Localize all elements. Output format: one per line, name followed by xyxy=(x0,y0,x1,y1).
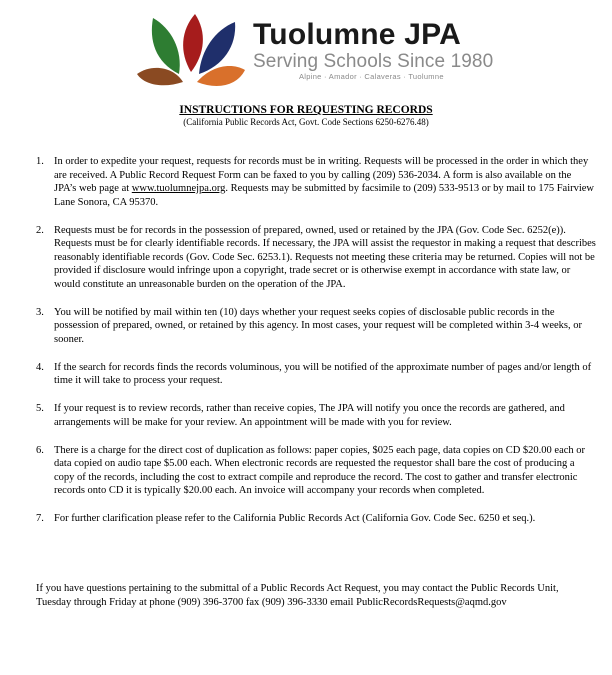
item-number: 1. xyxy=(36,156,44,167)
closing-paragraph: If you have questions pertaining to the submittal of a Public Records Act Request, you may contact the Public Records Unit, Tuesday through Friday at phone (909) 396-3700 fax (909) 396-3330 email PublicRecordsRequests@aqmd.gov xyxy=(36,583,559,608)
list-item xyxy=(36,444,596,498)
list-item xyxy=(36,306,596,347)
item-text: . Requests may be submitted by facsimile to (209) 533-9513 or by mail to 175 Fairview Lane Sonora, CA 95370. xyxy=(54,183,595,208)
item-text: In order to expedite your request, requests for records must be in writing. Requests will be processed in the order in which they are received. A Public Record Request Form can be faxed to you by calling (209) 536-2034. A form is also available on the JPA’s web page at xyxy=(54,156,589,194)
item-number: 4. xyxy=(36,361,44,373)
item-text: Requests must be for records in the possession of prepared, owned, used or retained by the JPA (Gov. Code Sec. 6252(e)). Requests must be for clearly identifiable records. If necessary, the JPA will assist the requestor in making a request that describes reasonably identifiable records (Gov. Code Sec. 6253.1). Requests not meeting these criteria may be returned. Copies will not be provided if disclosure would infringe upon a copyright, trade secret or is otherwise exempt in accordance with state law, or would constitute an unreasonable burden on the operation of the JPA. xyxy=(54,224,596,290)
list-item xyxy=(36,512,596,526)
item-text: There is a charge for the direct cost of duplication as follows: paper copies, $025 each page, data copies on CD $20.00 each or data copied on audio tape $5.00 each. When electronic records are requested the requestor shall bare the cost of producing a copy of the records, including the cost to extract compile and reproduce the record. The cost to gather and transfer electronic records onto CD it is typically $20.00 each. An invoice will accompany your records when completed. xyxy=(54,444,586,496)
logo-tagline: Serving Schools Since 1980 xyxy=(253,51,494,72)
list-item xyxy=(36,155,596,209)
item-text: For further clarification please refer to the California Public Records Act (California Gov. Code Sec. 6250 et seq.). xyxy=(54,513,536,524)
item-text: You will be notified by mail within ten (10) days whether your request seeks copies of disclosable public records in the possession of prepared, owned, or retained by this agency. In most cases, your request will be completed within 3-4 weeks, or sooner. xyxy=(54,306,582,345)
document-heading xyxy=(0,104,612,128)
website-link[interactable]: www.tuolumnejpa.org xyxy=(131,183,226,194)
item-number: 6. xyxy=(36,444,44,456)
item-number: 2. xyxy=(36,224,44,236)
page-title: INSTRUCTIONS FOR REQUESTING RECORDS xyxy=(179,104,433,116)
item-text: If the search for records finds the records voluminous, you will be notified of the approximate number of pages and/or length of time it will take to process your request. xyxy=(54,361,592,386)
list-item xyxy=(36,402,596,429)
page-subtitle: (California Public Records Act, Govt. Code Sections 6250-6276.48) xyxy=(183,117,429,127)
list-item xyxy=(36,224,596,292)
lotus-logo-icon xyxy=(135,10,245,92)
tuolumne-jpa-logo xyxy=(135,10,494,92)
item-number: 7. xyxy=(36,513,44,524)
item-text: If your request is to review records, rather than receive copies, The JPA will notify you once the records are gathered, and arrangements will be make for your review. An appointment will be made with you for review. xyxy=(54,403,565,428)
logo-name: Tuolumne JPA xyxy=(253,18,461,51)
item-number: 3. xyxy=(36,306,44,318)
list-item xyxy=(36,361,596,388)
instructions-list xyxy=(36,155,596,540)
item-number: 5. xyxy=(36,403,44,414)
logo-subtitle: Alpine · Amador · Calaveras · Tuolumne xyxy=(299,72,444,81)
